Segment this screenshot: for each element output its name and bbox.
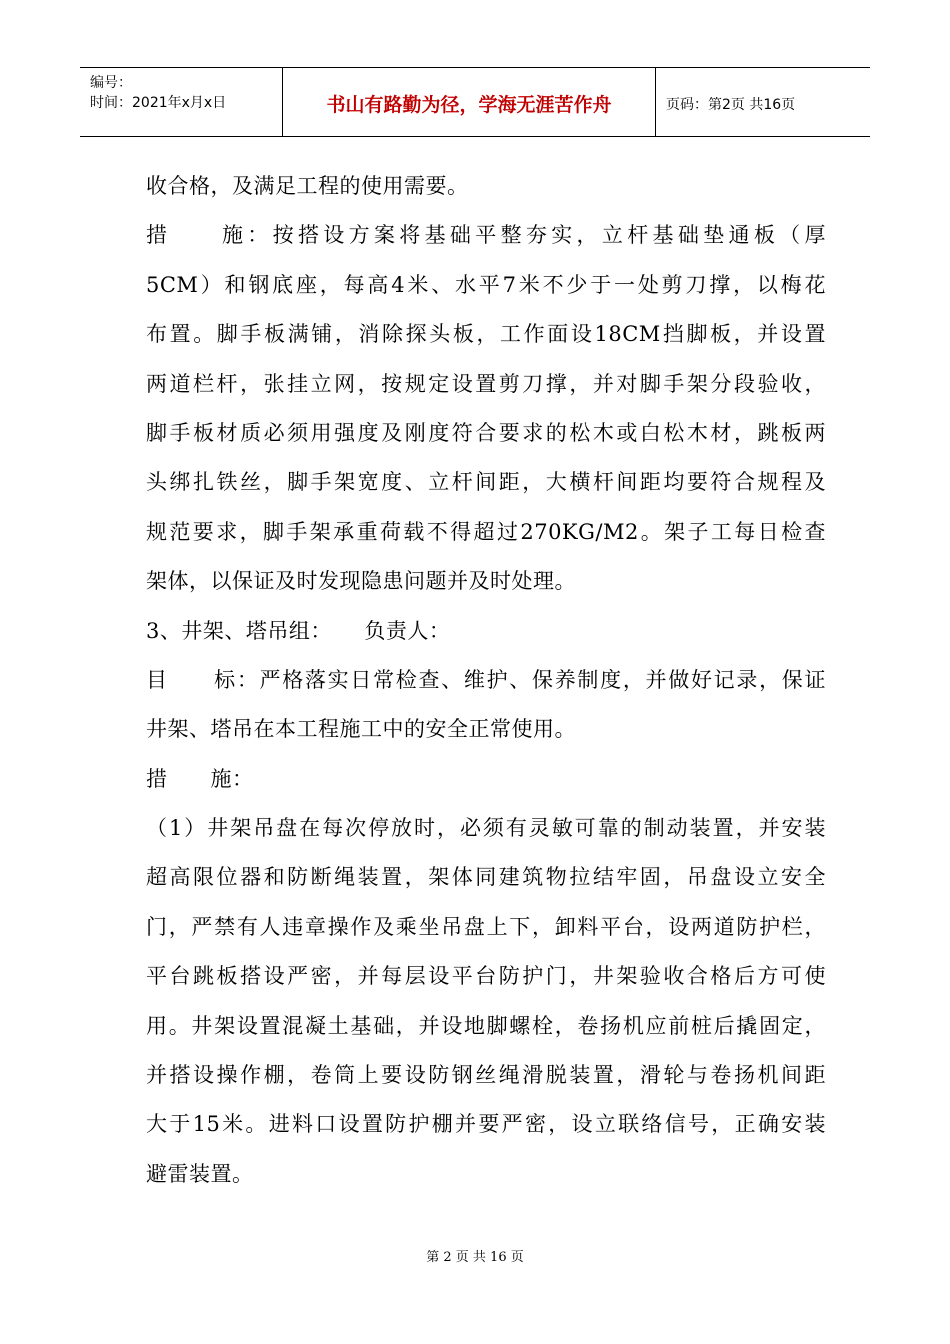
date-label: 时间：2021年x月x日 (90, 95, 227, 111)
body-line: 收合格，及满足工程的使用需要。 (146, 174, 469, 198)
body-line: 门，严禁有人违章操作及乘坐吊盘上下，卸料平台，设两道防护栏， (146, 914, 826, 939)
body-line: 大于15米。进料口设置防护棚并要严密，设立联络信号，正确安装 (146, 1112, 826, 1137)
motto-text: 书山有路勤为径，学海无涯苦作舟 (326, 94, 612, 116)
body-line: 架体，以保证及时发现隐患问题并及时处理。 (146, 569, 576, 594)
header-page-cell (656, 68, 870, 136)
document-body (146, 162, 826, 1199)
body-line: 用。井架设置混凝土基础，并设地脚螺栓，卷扬机应前桩后撬固定， (146, 1013, 826, 1038)
body-line: 5CM）和钢底座，每高4米、水平7米不少于一处剪刀撑，以梅花 (146, 272, 826, 297)
body-line: 布置。脚手板满铺，消除探头板，工作面设18CM挡脚板，并设置 (146, 322, 826, 347)
body-line: 平台跳板搭设严密，并每层设平台防护门，井架验收合格后方可使 (146, 964, 826, 989)
body-line: 井架、塔吊在本工程施工中的安全正常使用。 (146, 717, 576, 742)
section-heading: 3、井架、塔吊组： 负责人： (146, 618, 451, 643)
body-line: 措 施： (146, 766, 254, 791)
body-line: 措 施：按搭设方案将基础平整夯实，立杆基础垫通板（厚 (146, 223, 826, 248)
body-line: 规范要求，脚手架承重荷载不得超过270KG/M2。架子工每日检查 (146, 519, 826, 544)
body-line: 目 标：严格落实日常检查、维护、保养制度，并做好记录，保证 (146, 667, 826, 692)
page-info: 页码：第2页 共16页 (666, 97, 796, 113)
page-header (80, 67, 870, 137)
page-footer: 第 2 页 共 16 页 (426, 1250, 524, 1265)
serial-label: 编号： (90, 75, 132, 91)
header-motto-cell (283, 68, 656, 136)
body-line: 避雷装置。 (146, 1161, 254, 1186)
body-line: （1）井架吊盘在每次停放时，必须有灵敏可靠的制动装置，并安装 (146, 816, 826, 841)
body-line: 并搭设操作棚，卷筒上要设防钢丝绳滑脱装置，滑轮与卷扬机间距 (146, 1063, 826, 1088)
body-line: 超高限位器和防断绳装置，架体同建筑物拉结牢固，吊盘设立安全 (146, 865, 826, 890)
header-meta-cell (80, 68, 283, 136)
body-line: 头绑扎铁丝，脚手架宽度、立杆间距，大横杆间距均要符合规程及 (146, 470, 826, 495)
body-line: 两道栏杆，张挂立网，按规定设置剪刀撑，并对脚手架分段验收， (146, 371, 826, 396)
body-line: 脚手板材质必须用强度及刚度符合要求的松木或白松木材，跳板两 (146, 420, 826, 445)
